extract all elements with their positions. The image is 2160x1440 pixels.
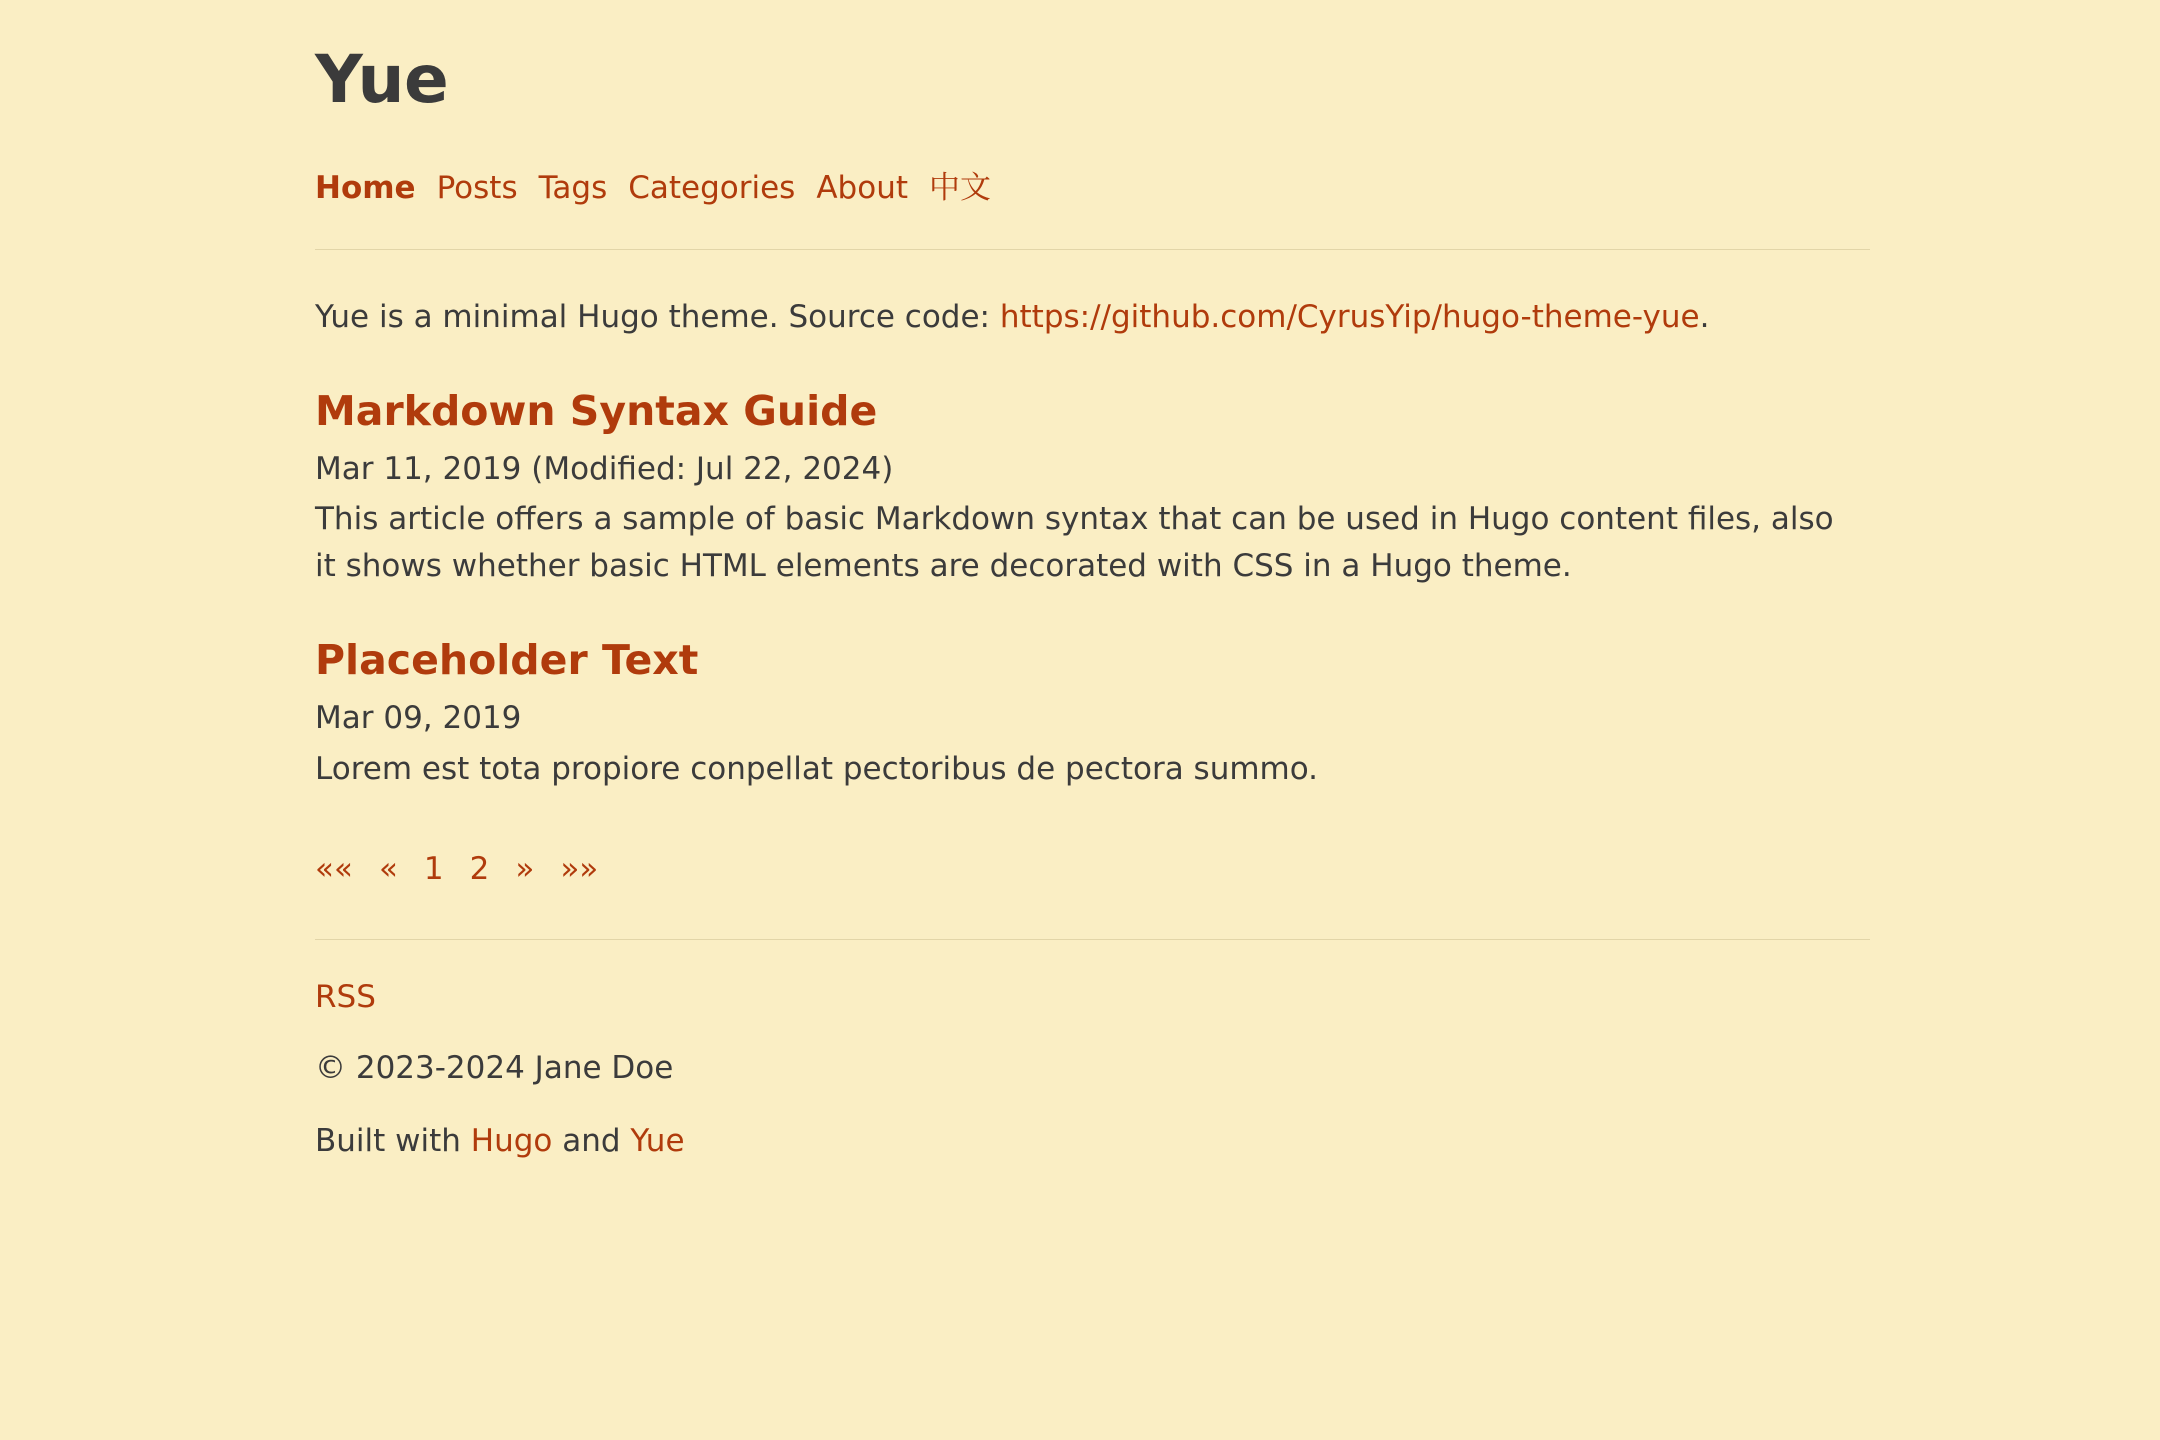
intro-text-after: . [1699, 298, 1710, 335]
footer-divider [315, 939, 1870, 940]
pagination-page-2[interactable]: 2 [469, 851, 490, 888]
nav-item-chinese[interactable]: 中文 [929, 169, 991, 206]
nav-item-about[interactable]: About [816, 169, 908, 206]
post-date: Mar 09, 2019 [315, 700, 522, 737]
post-date: Mar 11, 2019 (Modified: Jul 22, 2024) [315, 450, 894, 487]
main-navigation [315, 169, 1870, 206]
post-summary: This article offers a sample of basic Markdown syntax that can be used in Hugo content files, also it shows whether basic HTML elements are decorated with CSS in a Hugo theme. [315, 501, 1834, 584]
header-divider [315, 249, 1870, 250]
post-summary: Lorem est tota propiore conpellat pectoribus de pectora summo. [315, 750, 1319, 787]
pagination-page-1[interactable]: 1 [423, 851, 444, 888]
page-footer [315, 939, 1870, 1160]
post-list-item [315, 637, 1870, 792]
intro-paragraph [315, 295, 1870, 340]
post-title-link[interactable]: Markdown Syntax Guide [315, 386, 878, 435]
pagination-first[interactable]: «« [315, 851, 353, 888]
nav-item-categories[interactable]: Categories [628, 169, 796, 206]
post-title [315, 637, 1870, 684]
pagination-prev[interactable]: « [378, 851, 398, 888]
footer-copyright: © 2023-2024 Jane Doe [315, 1050, 674, 1087]
post-title-link[interactable]: Placeholder Text [315, 636, 699, 685]
post-title [315, 388, 1870, 435]
pagination-last[interactable]: »» [560, 851, 599, 888]
post-list-item [315, 388, 1870, 590]
pagination-next[interactable]: » [515, 851, 535, 888]
source-code-link[interactable]: https://github.com/CyrusYip/hugo-theme-yue [999, 298, 1700, 335]
hugo-link[interactable]: Hugo [470, 1123, 553, 1160]
pagination [315, 851, 1870, 888]
nav-item-posts[interactable]: Posts [436, 169, 518, 206]
intro-text-before: Yue is a minimal Hugo theme. Source code: [315, 298, 1000, 335]
footer-rss [315, 979, 1870, 1016]
rss-link[interactable]: RSS [315, 979, 376, 1016]
site-title: Yue [315, 41, 449, 118]
yue-link[interactable]: Yue [630, 1123, 685, 1160]
nav-item-home[interactable]: Home [315, 169, 416, 206]
footer-built-with [315, 1123, 1870, 1160]
built-middle: and [552, 1123, 631, 1160]
built-prefix: Built with [315, 1123, 471, 1160]
nav-item-tags[interactable]: Tags [538, 169, 608, 206]
